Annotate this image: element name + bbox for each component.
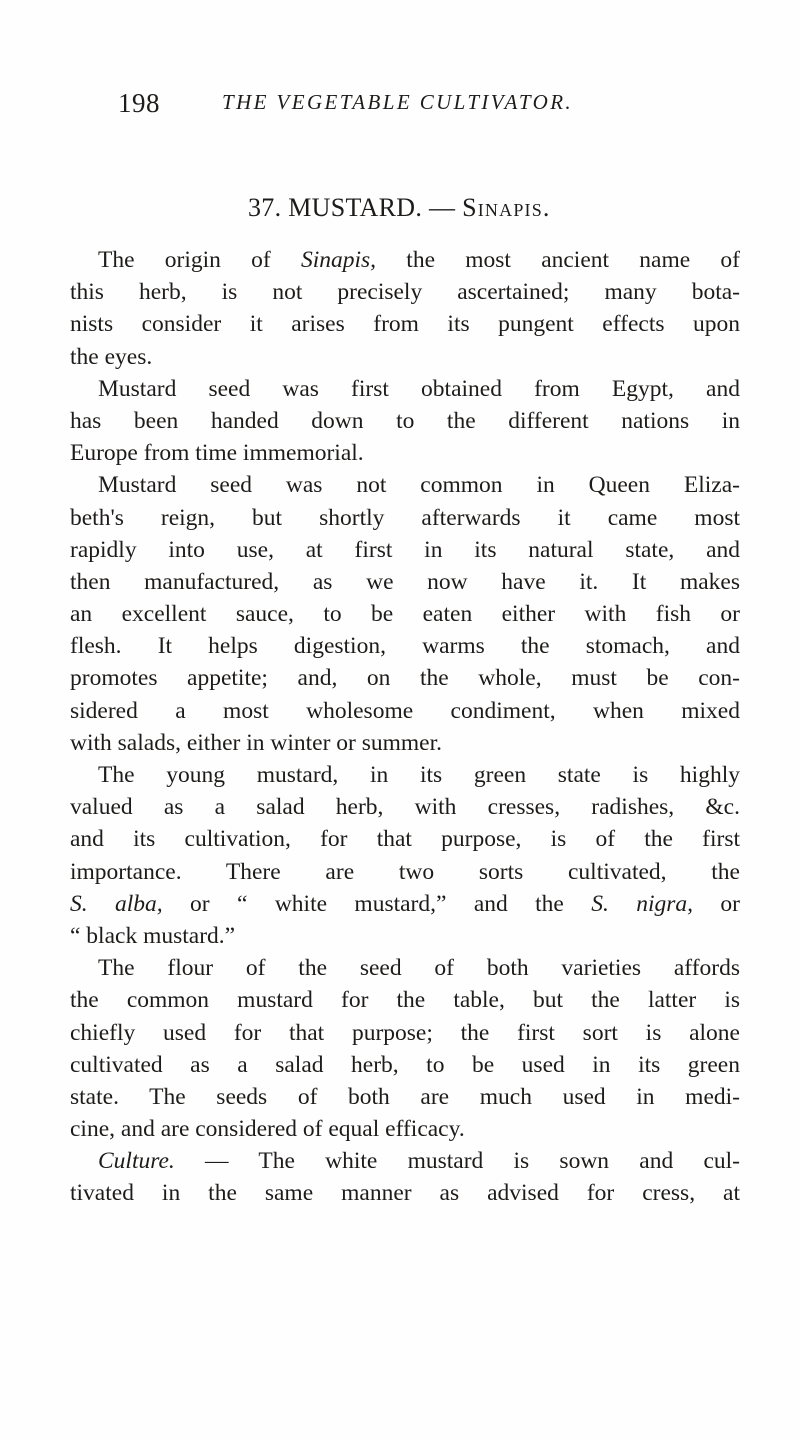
text-segment: valued as a salad herb, with cresses, radishes, &c. <box>70 794 740 821</box>
text-segment: rapidly into use, at first in its natural state, and <box>70 536 740 563</box>
text-segment: importance. There are two sorts cultivated, the <box>70 858 740 885</box>
italic-text: Sinapis, <box>300 247 377 273</box>
text-line <box>70 1145 740 1177</box>
text-segment: beth's reign, but shortly afterwards it came most <box>70 504 740 531</box>
text-line <box>70 469 740 501</box>
italic-text: S. nigra, <box>591 890 694 917</box>
text-segment: or <box>693 890 741 917</box>
text-segment: Mustard seed was not common in Queen Eliza- <box>98 472 740 499</box>
text-line <box>70 984 740 1016</box>
section-title-main: 37. MUSTARD. — <box>248 193 463 222</box>
page-header <box>118 88 718 128</box>
paragraph <box>70 373 740 470</box>
text-segment: with salads, either in winter or summer. <box>70 729 443 756</box>
text-line <box>70 1081 740 1113</box>
text-segment: and its cultivation, for that purpose, is of the first <box>70 826 740 853</box>
text-segment: Mustard seed was first obtained from Egypt, and <box>98 375 740 402</box>
text-segment: cultivated as a salad herb, to be used in its green <box>70 1051 740 1078</box>
text-segment: this herb, is not precisely ascertained; many bota- <box>70 279 740 306</box>
text-segment: the common mustard for the table, but the latter is <box>70 987 740 1014</box>
section-title <box>248 193 551 223</box>
paragraph <box>70 952 740 1145</box>
text-line <box>70 566 740 598</box>
text-segment: has been handed down to the different nations in <box>70 407 740 434</box>
text-segment: state. The seeds of both are much used in medi- <box>70 1083 740 1110</box>
text-segment: sidered a most wholesome condiment, when mixed <box>70 697 740 724</box>
text-segment: cine, and are considered of equal efficacy. <box>70 1116 465 1143</box>
text-line <box>70 952 740 984</box>
text-line <box>70 791 740 823</box>
text-line <box>70 244 740 276</box>
text-line <box>70 502 740 534</box>
text-segment: The young mustard, in its green state is highly <box>98 762 740 788</box>
text-line <box>70 341 740 373</box>
text-line <box>70 598 740 630</box>
text-line <box>70 1017 740 1049</box>
text-line <box>70 630 740 662</box>
text-line <box>70 823 740 855</box>
text-line <box>70 856 740 888</box>
text-segment: The origin of <box>98 247 301 273</box>
text-line <box>70 276 740 308</box>
text-line <box>70 534 740 566</box>
text-line <box>70 920 740 952</box>
page-number: 198 <box>118 88 160 118</box>
text-line <box>70 695 740 727</box>
text-line <box>70 1113 740 1145</box>
text-line <box>70 373 740 405</box>
text-line <box>70 405 740 437</box>
text-segment: the eyes. <box>70 343 153 370</box>
running-head: THE VEGETABLE CULTIVATOR. <box>222 90 574 114</box>
text-segment: chiefly used for that purpose; the first sort is alone <box>70 1019 740 1046</box>
text-line <box>70 1177 740 1209</box>
text-line <box>70 1049 740 1081</box>
text-segment: or “ white mustard,” and the <box>162 890 592 917</box>
text-line <box>70 662 740 694</box>
text-segment: Europe from time immemorial. <box>70 440 364 467</box>
body-text <box>70 244 740 1210</box>
text-line <box>70 759 740 791</box>
text-segment: promotes appetite; and, on the whole, must be con- <box>70 665 740 692</box>
paragraph <box>70 759 740 952</box>
paragraph <box>70 1145 740 1209</box>
text-segment: the most ancient name of <box>376 247 740 273</box>
text-segment: nists consider it arises from its pungent effects upon <box>70 311 740 338</box>
text-segment: — The white mustard is sown and cul- <box>174 1148 740 1175</box>
text-segment: flesh. It helps digestion, warms the stomach, and <box>70 633 740 660</box>
text-line <box>70 888 740 920</box>
text-segment: an excellent sauce, to be eaten either with fish or <box>70 601 740 628</box>
text-segment: The flour of the seed of both varieties affords <box>98 955 740 982</box>
text-segment: tivated in the same manner as advised for cress, at <box>70 1180 740 1207</box>
text-line <box>70 437 740 469</box>
text-line <box>70 727 740 759</box>
paragraph <box>70 244 740 373</box>
italic-text: Culture. <box>98 1148 175 1175</box>
paragraph <box>70 469 740 759</box>
text-line <box>70 308 740 340</box>
section-title-latin: Sinapis. <box>462 193 551 222</box>
italic-text: S. alba, <box>70 890 163 917</box>
text-segment: “ black mustard.” <box>70 922 236 949</box>
text-segment: then manufactured, as we now have it. It makes <box>70 568 740 595</box>
